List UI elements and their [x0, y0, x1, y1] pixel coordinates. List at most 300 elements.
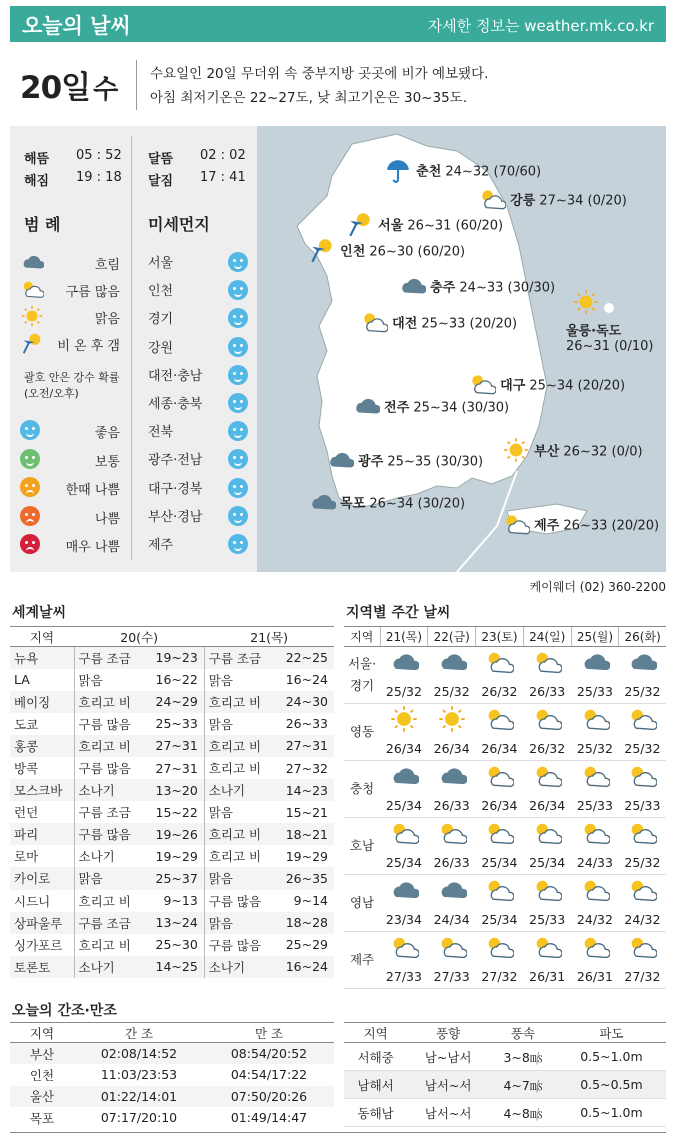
- column-header: 지역: [10, 1023, 74, 1043]
- grade-item: [20, 504, 120, 528]
- sunrise: [24, 148, 122, 167]
- cloud-icon: [571, 647, 619, 680]
- dust-region-label: 세종·충북: [148, 397, 203, 412]
- table-cell: 11:03/23:53: [100, 1067, 178, 1083]
- table-cell: 맑음: [208, 672, 233, 688]
- partly-cloudy-icon: [380, 818, 428, 851]
- face-icon: [228, 337, 248, 357]
- temp-range: 26/32: [529, 741, 566, 756]
- cloud-icon: [428, 875, 476, 908]
- forecast-cell: [476, 647, 524, 704]
- world-weather-table: [10, 626, 334, 978]
- sun-icon: [572, 288, 653, 320]
- table-row: [10, 1086, 334, 1108]
- table-cell: 18~28: [274, 912, 334, 934]
- temp-range: 25/34: [385, 855, 422, 870]
- dust-region-label: 강원: [148, 340, 174, 356]
- table-cell: 울산: [10, 1086, 74, 1108]
- dust-region: [148, 530, 248, 556]
- forecast-cell: [523, 932, 571, 989]
- table-cell: 15~21: [285, 804, 328, 820]
- forecast-cell: [571, 704, 619, 761]
- world-weather-title: 세계날씨: [12, 605, 67, 621]
- temp-range: 26/34: [385, 741, 422, 756]
- cloud-icon: [380, 761, 428, 794]
- city-name: 광주: [358, 454, 384, 470]
- table-row: [10, 713, 334, 735]
- partly-cloudy-icon: [523, 818, 571, 851]
- partly-cloudy-icon: [360, 308, 388, 340]
- column-header: 21(목): [380, 627, 428, 647]
- table-cell: 24~29: [144, 691, 204, 713]
- table-cell: 9~14: [293, 893, 328, 909]
- column-header: 20(수): [74, 627, 204, 647]
- tide-title: 오늘의 간조·만조: [12, 1003, 117, 1019]
- table-row: [344, 818, 666, 875]
- dust-region: [148, 502, 248, 528]
- column-header: 22(금): [428, 627, 476, 647]
- table-cell: 0.5~1.0m: [557, 1043, 666, 1071]
- column-header: 지역: [10, 627, 74, 647]
- forecast-cell: [428, 647, 476, 704]
- partly-cloudy-icon: [476, 818, 524, 851]
- table-cell: 흐리고 비: [204, 735, 274, 757]
- divider: [131, 136, 132, 560]
- forecast-cell: [428, 761, 476, 818]
- partly-cloudy-icon: [476, 704, 524, 737]
- map-city: [502, 510, 659, 542]
- moonset-time: 17 : 41: [200, 170, 246, 185]
- table-cell: 구름 많음: [208, 893, 262, 909]
- region-label: 제주: [349, 952, 375, 967]
- sun-icon: [428, 704, 476, 737]
- divider: [10, 1132, 666, 1133]
- temp-range: 25/34: [529, 855, 566, 870]
- dust-region-label: 대전·충남: [148, 368, 203, 384]
- table-cell: 맑음: [208, 805, 233, 821]
- table-header: [344, 1023, 666, 1043]
- partly-cloudy-icon: [476, 761, 524, 794]
- partly-cloudy-icon: [428, 932, 476, 965]
- table-cell: 흐리고 비: [78, 937, 131, 953]
- table-cell: 카이로: [10, 867, 74, 889]
- forecast-cell: [523, 647, 571, 704]
- face-icon: [228, 534, 248, 554]
- table-row: [10, 1043, 334, 1065]
- region-label: 호남: [349, 838, 375, 853]
- forecast-cell: [571, 761, 619, 818]
- partly-cloudy-icon: [523, 704, 571, 737]
- table-cell: 남서~서: [407, 1099, 489, 1127]
- face-icon: [228, 252, 248, 272]
- column-header: 지역: [344, 627, 380, 647]
- table-header: [10, 627, 334, 647]
- temp-range: 23/34: [385, 912, 422, 927]
- face-icon: [228, 421, 248, 441]
- map-city: [352, 392, 509, 424]
- temp-range: 25/33: [576, 684, 613, 699]
- table-cell: 인천: [29, 1067, 55, 1083]
- table-cell: 0.5~1.0m: [557, 1099, 666, 1127]
- forecast-cell: [571, 647, 619, 704]
- city-value: 26~33 (20/20): [563, 518, 660, 534]
- face-icon: [228, 280, 248, 300]
- region-label: 서울·: [347, 656, 377, 671]
- cloud-icon: [308, 488, 336, 520]
- table-cell: 뉴욕: [10, 647, 74, 669]
- column-header: 간 조: [74, 1023, 204, 1043]
- table-row: [344, 932, 666, 989]
- column-header: 25(월): [571, 627, 619, 647]
- table-cell: 구름 조금: [74, 912, 144, 934]
- legend-item: [20, 277, 120, 301]
- table-row: [344, 1099, 666, 1127]
- forecast-cell: [619, 761, 666, 818]
- table-cell: 14~25: [144, 956, 204, 978]
- table-row: [10, 1064, 334, 1086]
- temp-range: 25/33: [576, 798, 613, 813]
- table-row: [10, 934, 334, 956]
- map-city: [384, 156, 541, 188]
- legend-item: [20, 304, 120, 328]
- face-icon: [228, 393, 248, 413]
- column-header: 21(목): [204, 627, 334, 647]
- legend-title: 범 례: [24, 215, 61, 234]
- partly-cloudy-icon: [476, 647, 524, 680]
- table-cell: 구름 많음: [208, 937, 262, 953]
- header-bar: [10, 6, 666, 42]
- table-cell: 25~37: [144, 867, 204, 889]
- partly-cloudy-icon: [571, 932, 619, 965]
- grade-label: 나쁨: [94, 511, 120, 527]
- table-cell: 남서~서: [407, 1071, 489, 1099]
- partly-cloudy-icon: [476, 875, 524, 908]
- table-row: [344, 1043, 666, 1071]
- cloud-icon: [352, 392, 380, 424]
- map-city: [398, 272, 555, 304]
- table-row: [10, 647, 334, 669]
- table-cell: 02:08/14:52: [74, 1043, 204, 1065]
- sun-icon: [20, 304, 44, 332]
- table-cell: 16~24: [274, 956, 334, 978]
- forecast-cell: [571, 818, 619, 875]
- forecast-cell: [523, 761, 571, 818]
- legend-item-label: 흐림: [94, 258, 120, 273]
- temp-range: 25/32: [624, 855, 661, 870]
- dust-region-label: 대구·경북: [148, 481, 203, 497]
- table-cell: 맑음: [74, 867, 144, 889]
- cloud-icon: [380, 875, 428, 908]
- temp-range: 25/34: [481, 912, 518, 927]
- temp-range: 25/32: [576, 741, 613, 756]
- grade-label: 좋음: [94, 426, 120, 441]
- city-name: 부산: [534, 444, 560, 460]
- forecast-cell: [619, 704, 666, 761]
- face-icon: [20, 449, 40, 469]
- forecast-cell: [476, 932, 524, 989]
- map-city: [566, 288, 653, 354]
- dust-region-label: 제주: [148, 538, 174, 553]
- moonrise: [148, 148, 246, 167]
- face-icon: [20, 534, 40, 554]
- table-cell: 16~22: [144, 669, 204, 691]
- grade-item: [20, 447, 120, 471]
- forecast-cell: [619, 932, 666, 989]
- table-cell: 19~26: [144, 823, 204, 845]
- partly-cloudy-icon: [20, 277, 44, 305]
- forecast-cell: [619, 875, 666, 932]
- region-cell: [344, 761, 380, 818]
- city-value: 25~33 (20/20): [421, 316, 518, 332]
- forecast-cell: [428, 932, 476, 989]
- forecast-cell: [571, 875, 619, 932]
- forecast-cell: [380, 932, 428, 989]
- table-cell: 흐리고 비: [208, 849, 262, 865]
- legend-item: [20, 250, 120, 274]
- moonrise-time: 02 : 02: [200, 148, 246, 163]
- city-value: 26~30 (60/20): [369, 244, 466, 260]
- table-row: [10, 757, 334, 779]
- city-name: 목포: [340, 496, 366, 512]
- dust-region-label: 서울: [148, 256, 174, 271]
- city-name: 서울: [378, 218, 404, 234]
- table-row: [344, 647, 666, 704]
- partly-cloudy-icon: [523, 761, 571, 794]
- dust-region-label: 부산·경남: [148, 509, 203, 525]
- table-cell: 3~8㎧: [489, 1043, 557, 1071]
- table-cell: 맑음: [204, 867, 274, 889]
- table-cell: 목포: [29, 1110, 55, 1126]
- column-header: 24(일): [523, 627, 571, 647]
- city-name: 울릉·독도: [566, 324, 622, 339]
- map-city: [308, 236, 465, 268]
- partly-cloudy-icon: [571, 761, 619, 794]
- partly-cloudy-icon: [619, 875, 666, 908]
- city-name: 제주: [534, 518, 560, 534]
- table-cell: 도쿄: [10, 713, 74, 735]
- table-cell: 소나기: [204, 779, 274, 801]
- weekly-weather-title: 지역별 주간 날씨: [346, 605, 451, 621]
- table-cell: 01:49/14:47: [230, 1110, 308, 1126]
- table-row: [344, 875, 666, 932]
- map-city: [360, 308, 517, 340]
- table-cell: 9~13: [144, 890, 204, 912]
- table-cell: 소나기: [74, 779, 144, 801]
- umbrella-icon: [384, 156, 412, 188]
- dust-region-label: 인천: [148, 284, 174, 300]
- sun-icon: [502, 436, 530, 468]
- dust-region: [148, 304, 248, 330]
- city-value: 24~32 (70/60): [445, 164, 542, 180]
- legend-item: [20, 331, 120, 355]
- dust-region: [148, 445, 248, 471]
- table-row: [10, 823, 334, 845]
- table-cell: 04:54/17:22: [230, 1067, 308, 1083]
- partly-cloudy-icon: [523, 647, 571, 680]
- sunset-time: 19 : 18: [76, 170, 122, 185]
- dust-region: [148, 389, 248, 415]
- forecast-cell: [380, 647, 428, 704]
- site-link[interactable]: 자세한 정보는 weather.mk.co.kr: [427, 17, 654, 35]
- temp-range: 27/32: [624, 969, 661, 984]
- table-cell: 25~33: [144, 713, 204, 735]
- table-cell: 구름 많음: [78, 761, 131, 777]
- column-header: 23(토): [476, 627, 524, 647]
- cloud-icon: [428, 647, 476, 680]
- table-cell: 07:50/20:26: [204, 1086, 334, 1108]
- city-value: 26~34 (30/20): [369, 496, 466, 512]
- temp-range: 25/32: [385, 684, 422, 699]
- region-cell: [344, 818, 380, 875]
- moonset-label: 달짐: [148, 174, 174, 189]
- region-label: 충청: [349, 781, 375, 796]
- city-name: 춘천: [416, 164, 442, 180]
- table-cell: 19~23: [144, 647, 204, 669]
- table-cell: 구름 많음: [78, 716, 131, 732]
- table-cell: 19~29: [285, 848, 328, 864]
- legend-item-label: 구름 많음: [65, 285, 120, 300]
- temp-range: 26/34: [481, 798, 518, 813]
- table-header: [10, 1023, 334, 1043]
- temp-range: 26/33: [433, 855, 470, 870]
- table-cell: 13~20: [144, 779, 204, 801]
- region-label: 영남: [349, 895, 375, 910]
- region-cell: [344, 875, 380, 932]
- column-header: 만 조: [204, 1023, 334, 1043]
- partly-cloudy-icon: [619, 704, 666, 737]
- table-cell: 동해남: [344, 1099, 407, 1127]
- city-value: 27~34 (0/20): [539, 193, 627, 209]
- table-cell: 24~30: [274, 691, 334, 713]
- dust-region: [148, 417, 248, 443]
- temp-range: 26/33: [433, 798, 470, 813]
- table-row: [344, 761, 666, 818]
- table-cell: 22~25: [274, 647, 334, 669]
- forecast-cell: [619, 818, 666, 875]
- weekly-weather-table: [344, 626, 666, 989]
- table-cell: 소나기: [204, 956, 274, 978]
- table-cell: 맑음: [208, 716, 233, 732]
- legend-note: [24, 370, 120, 402]
- temp-range: 25/34: [481, 855, 518, 870]
- region-cell: [344, 704, 380, 761]
- temp-range: 24/34: [433, 912, 470, 927]
- forecast-cell: [428, 818, 476, 875]
- table-cell: 구름 조금: [74, 647, 144, 669]
- table-cell: 구름 조금: [204, 647, 274, 669]
- date-label: [20, 62, 117, 107]
- rain-then-clear-icon: [20, 331, 44, 359]
- table-cell: 남~남서: [407, 1043, 489, 1071]
- legend-item-label: 비 온 후 갬: [57, 339, 120, 354]
- city-name: 전주: [384, 400, 410, 416]
- forecast-cell: [380, 875, 428, 932]
- table-cell: 남해서: [344, 1071, 407, 1099]
- temp-range: 24/33: [576, 855, 613, 870]
- partly-cloudy-icon: [380, 932, 428, 965]
- temp-range: 26/33: [529, 684, 566, 699]
- partly-cloudy-icon: [428, 818, 476, 851]
- forecast-cell: [523, 818, 571, 875]
- table-cell: 부산: [10, 1043, 74, 1065]
- face-icon: [228, 478, 248, 498]
- sea-table: [344, 1022, 666, 1127]
- table-row: [10, 801, 334, 823]
- table-cell: 구름 조금: [78, 805, 131, 821]
- column-header: 파도: [557, 1023, 666, 1043]
- grade-item: [20, 418, 120, 442]
- forecast-cell: [380, 818, 428, 875]
- tide-table: [10, 1022, 334, 1129]
- sunrise-time: 05 : 52: [76, 148, 122, 163]
- column-header: 26(화): [619, 627, 666, 647]
- city-name: 충주: [430, 280, 456, 296]
- table-cell: 로마: [10, 845, 74, 867]
- temp-range: 27/32: [481, 969, 518, 984]
- temp-range: 26/34: [433, 741, 470, 756]
- temp-range: 25/32: [624, 741, 661, 756]
- dust-region: [148, 248, 248, 274]
- legend-note-line: (오전/오후): [24, 387, 79, 400]
- dust-region-label: 광주·전남: [148, 453, 203, 469]
- legend-note-line: 괄호 안은 강수 확률: [24, 371, 120, 384]
- forecast-cell: [571, 932, 619, 989]
- dust-region: [148, 333, 248, 359]
- table-cell: 0.5~0.5m: [557, 1071, 666, 1099]
- partly-cloudy-icon: [619, 818, 666, 851]
- table-cell: 13~24: [144, 912, 204, 934]
- forecast-cell: [523, 875, 571, 932]
- temp-range: 25/32: [433, 684, 470, 699]
- face-icon: [228, 506, 248, 526]
- table-row: [10, 669, 334, 691]
- face-icon: [228, 365, 248, 385]
- partly-cloudy-icon: [571, 818, 619, 851]
- table-cell: 26~35: [274, 867, 334, 889]
- table-cell: LA: [10, 669, 74, 691]
- table-row: [10, 1107, 334, 1129]
- table-cell: 서해중: [344, 1043, 407, 1071]
- cloud-icon: [326, 446, 354, 478]
- city-value: 26~32 (0/0): [563, 444, 643, 460]
- table-cell: 흐리고 비: [204, 691, 274, 713]
- table-cell: 15~22: [144, 801, 204, 823]
- dust-region: [148, 474, 248, 500]
- temp-range: 26/31: [576, 969, 613, 984]
- table-cell: 흐리고 비: [74, 735, 144, 757]
- table-cell: 01:22/14:01: [74, 1086, 204, 1108]
- face-icon: [20, 506, 40, 526]
- forecast-cell: [619, 647, 666, 704]
- partly-cloudy-icon: [571, 875, 619, 908]
- dust-region-label: 경기: [148, 312, 174, 328]
- dust-title: 미세먼지: [148, 215, 210, 234]
- dust-region-label: 전북: [148, 425, 174, 441]
- table-row: [10, 956, 334, 978]
- partly-cloudy-icon: [619, 761, 666, 794]
- table-cell: 맑음: [204, 912, 274, 934]
- temp-range: 26/32: [481, 684, 518, 699]
- region-cell: [344, 932, 380, 989]
- table-cell: 16~24: [285, 672, 328, 688]
- table-cell: 18~21: [274, 823, 334, 845]
- grade-item: [20, 475, 120, 499]
- temp-range: 26/31: [529, 969, 566, 984]
- cloud-icon: [428, 761, 476, 794]
- forecast-cell: [476, 704, 524, 761]
- table-cell: 27~31: [144, 735, 204, 757]
- table-cell: 27~31: [274, 735, 334, 757]
